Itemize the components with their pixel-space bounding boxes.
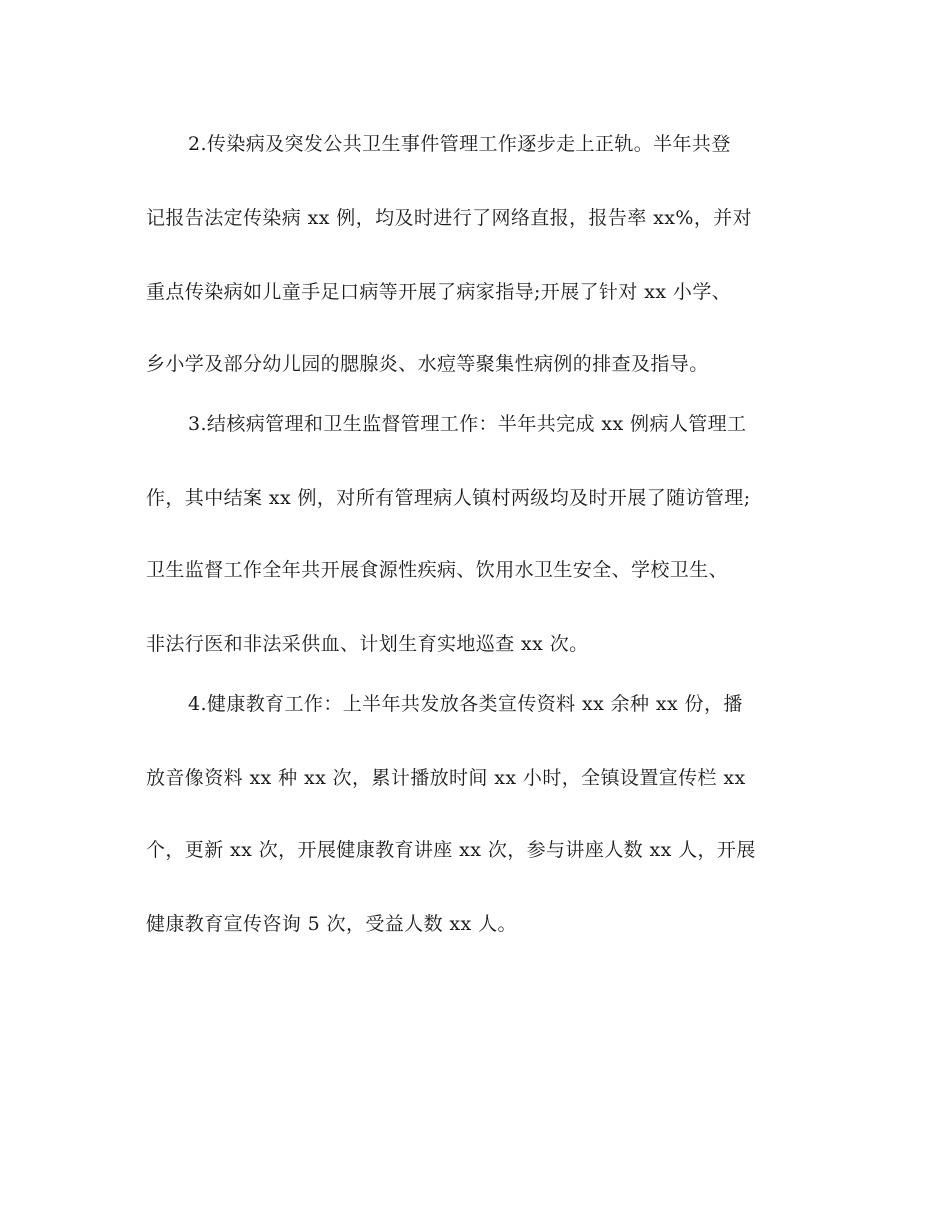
paragraph-3-line-2: 作，其中结案 xx 例，对所有管理病人镇村两级均及时开展了随访管理;	[146, 487, 751, 509]
paragraph-4-line-4: 健康教育宣传咨询 5 次，受益人数 xx 人。	[146, 913, 517, 935]
paragraph-2-line-3: 重点传染病如儿童手足口病等开展了病家指导;开展了针对 xx 小学、	[146, 281, 732, 303]
paragraph-3-line-4: 非法行医和非法采供血、计划生育实地巡查 xx 次。	[146, 633, 589, 655]
paragraph-2-line-1: 2.传染病及突发公共卫生事件管理工作逐步走上正轨。半年共登	[188, 133, 731, 155]
paragraph-2-line-4: 乡小学及部分幼儿园的腮腺炎、水痘等聚集性病例的排查及指导。	[146, 353, 709, 375]
paragraph-4-line-2: 放音像资料 xx 种 xx 次，累计播放时间 xx 小时，全镇设置宣传栏 xx	[146, 767, 746, 789]
paragraph-4-line-3: 个，更新 xx 次，开展健康教育讲座 xx 次，参与讲座人数 xx 人，开展	[146, 839, 756, 861]
paragraph-3-line-1: 3.结核病管理和卫生监督管理工作：半年共完成 xx 例病人管理工	[188, 413, 747, 435]
paragraph-3-line-3: 卫生监督工作全年共开展食源性疾病、饮用水卫生安全、学校卫生、	[146, 559, 729, 581]
paragraph-2-line-2: 记报告法定传染病 xx 例，均及时进行了网络直报，报告率 xx%，并对	[146, 207, 753, 229]
paragraph-4-line-1: 4.健康教育工作：上半年共发放各类宣传资料 xx 余种 xx 份，播	[188, 693, 743, 715]
